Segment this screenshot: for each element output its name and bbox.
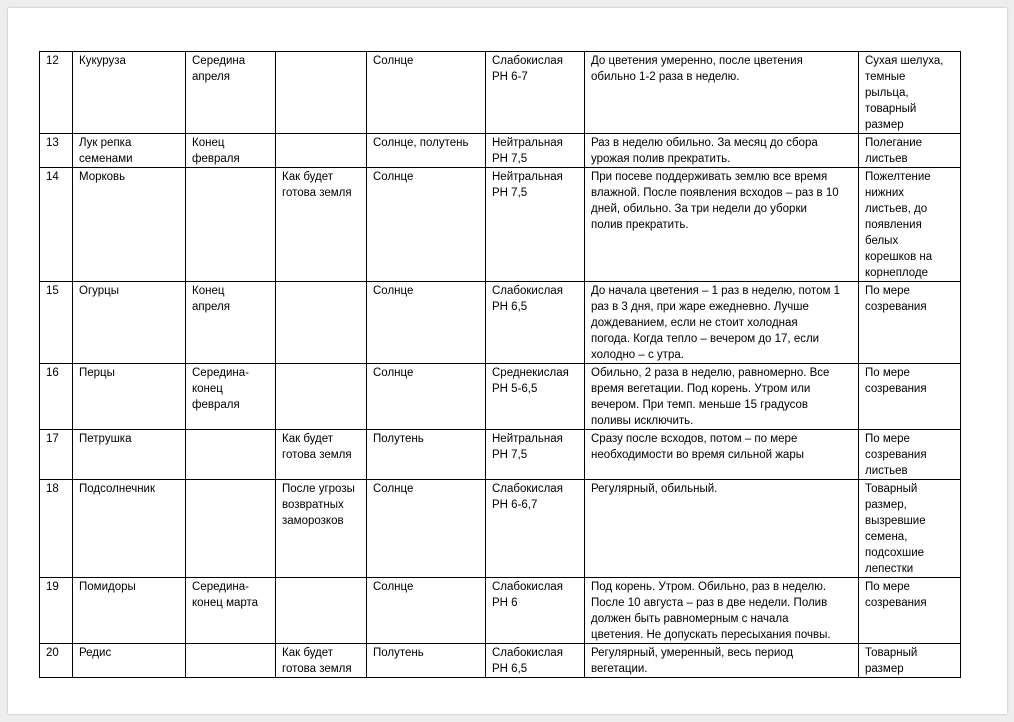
row-number-cell: 14: [40, 168, 73, 282]
soil-acidity-cell: Слабокислая PH 6-7: [486, 52, 585, 134]
harvest-criteria-cell: Товарный размер: [859, 644, 961, 678]
seedling-planting-cell: [186, 644, 276, 678]
light-requirement-cell: Солнце, полутень: [367, 134, 486, 168]
row-number-cell: 18: [40, 480, 73, 578]
soil-acidity-cell: Слабокислая PH 6,5: [486, 644, 585, 678]
row-number-cell: 15: [40, 282, 73, 364]
light-requirement-cell: Солнце: [367, 480, 486, 578]
ground-sowing-cell: [276, 282, 367, 364]
seedling-planting-cell: [186, 168, 276, 282]
table-row: [40, 52, 961, 134]
soil-acidity-cell: Слабокислая PH 6-6,7: [486, 480, 585, 578]
harvest-criteria-cell: Полегание листьев: [859, 134, 961, 168]
seedling-planting-cell: [186, 480, 276, 578]
watering-cell: Регулярный, обильный.: [585, 480, 859, 578]
crop-care-table: [39, 51, 961, 678]
table-row: [40, 282, 961, 364]
light-requirement-cell: Полутень: [367, 430, 486, 480]
crop-name-cell: Петрушка: [73, 430, 186, 480]
watering-cell: Под корень. Утром. Обильно, раз в неделю. После 10 августа – раз в две недели. Полив должен быть равномерным с начала цветения. Не допускать пересыхания почвы.: [585, 578, 859, 644]
row-number-cell: 20: [40, 644, 73, 678]
seedling-planting-cell: Середина- конец марта: [186, 578, 276, 644]
ground-sowing-cell: Как будет готова земля: [276, 430, 367, 480]
ground-sowing-cell: [276, 52, 367, 134]
soil-acidity-cell: Слабокислая PH 6: [486, 578, 585, 644]
ground-sowing-cell: После угрозы возвратных заморозков: [276, 480, 367, 578]
crop-name-cell: Подсолнечник: [73, 480, 186, 578]
table-row: [40, 578, 961, 644]
row-number-cell: 13: [40, 134, 73, 168]
seedling-planting-cell: [186, 430, 276, 480]
harvest-criteria-cell: По мере созревания: [859, 364, 961, 430]
table-row: [40, 364, 961, 430]
light-requirement-cell: Солнце: [367, 168, 486, 282]
crop-name-cell: Огурцы: [73, 282, 186, 364]
soil-acidity-cell: Среднекислая PH 5-6,5: [486, 364, 585, 430]
table-body: [40, 52, 961, 678]
soil-acidity-cell: Нейтральная PH 7,5: [486, 430, 585, 480]
seedling-planting-cell: Середина апреля: [186, 52, 276, 134]
watering-cell: Обильно, 2 раза в неделю, равномерно. Все время вегетации. Под корень. Утром или вечером. При темп. меньше 15 градусов поливы исключить.: [585, 364, 859, 430]
watering-cell: До цветения умеренно, после цветения обильно 1-2 раза в неделю.: [585, 52, 859, 134]
table-row: [40, 430, 961, 480]
row-number-cell: 12: [40, 52, 73, 134]
light-requirement-cell: Солнце: [367, 282, 486, 364]
watering-cell: При посеве поддерживать землю все время влажной. После появления всходов – раз в 10 дней, обильно. За три недели до уборки полив прекратить.: [585, 168, 859, 282]
ground-sowing-cell: Как будет готова земля: [276, 168, 367, 282]
light-requirement-cell: Солнце: [367, 52, 486, 134]
table-row: [40, 134, 961, 168]
seedling-planting-cell: Конец апреля: [186, 282, 276, 364]
harvest-criteria-cell: По мере созревания листьев: [859, 430, 961, 480]
soil-acidity-cell: Нейтральная PH 7,5: [486, 168, 585, 282]
crop-name-cell: Лук репка семенами: [73, 134, 186, 168]
crop-name-cell: Морковь: [73, 168, 186, 282]
crop-name-cell: Кукуруза: [73, 52, 186, 134]
ground-sowing-cell: Как будет готова земля: [276, 644, 367, 678]
harvest-criteria-cell: Сухая шелуха, темные рыльца, товарный размер: [859, 52, 961, 134]
watering-cell: Сразу после всходов, потом – по мере необходимости во время сильной жары: [585, 430, 859, 480]
row-number-cell: 19: [40, 578, 73, 644]
light-requirement-cell: Полутень: [367, 644, 486, 678]
table-row: [40, 168, 961, 282]
table-row: [40, 480, 961, 578]
light-requirement-cell: Солнце: [367, 364, 486, 430]
row-number-cell: 17: [40, 430, 73, 480]
soil-acidity-cell: Нейтральная PH 7,5: [486, 134, 585, 168]
light-requirement-cell: Солнце: [367, 578, 486, 644]
ground-sowing-cell: [276, 364, 367, 430]
harvest-criteria-cell: Пожелтение нижних листьев, до появления белых корешков на корнеплоде: [859, 168, 961, 282]
soil-acidity-cell: Слабокислая PH 6,5: [486, 282, 585, 364]
document-page: [8, 8, 1007, 714]
seedling-planting-cell: Конец февраля: [186, 134, 276, 168]
ground-sowing-cell: [276, 578, 367, 644]
ground-sowing-cell: [276, 134, 367, 168]
harvest-criteria-cell: По мере созревания: [859, 578, 961, 644]
crop-name-cell: Перцы: [73, 364, 186, 430]
crop-name-cell: Помидоры: [73, 578, 186, 644]
harvest-criteria-cell: Товарный размер, вызревшие семена, подсохшие лепестки: [859, 480, 961, 578]
watering-cell: До начала цветения – 1 раз в неделю, потом 1 раз в 3 дня, при жаре ежедневно. Лучше дождеванием, если не стоит холодная погода. Когда тепло – вечером до 17, если холодно – с утра.: [585, 282, 859, 364]
watering-cell: Регулярный, умеренный, весь период вегетации.: [585, 644, 859, 678]
harvest-criteria-cell: По мере созревания: [859, 282, 961, 364]
row-number-cell: 16: [40, 364, 73, 430]
seedling-planting-cell: Середина- конец февраля: [186, 364, 276, 430]
table-row: [40, 644, 961, 678]
watering-cell: Раз в неделю обильно. За месяц до сбора урожая полив прекратить.: [585, 134, 859, 168]
crop-name-cell: Редис: [73, 644, 186, 678]
